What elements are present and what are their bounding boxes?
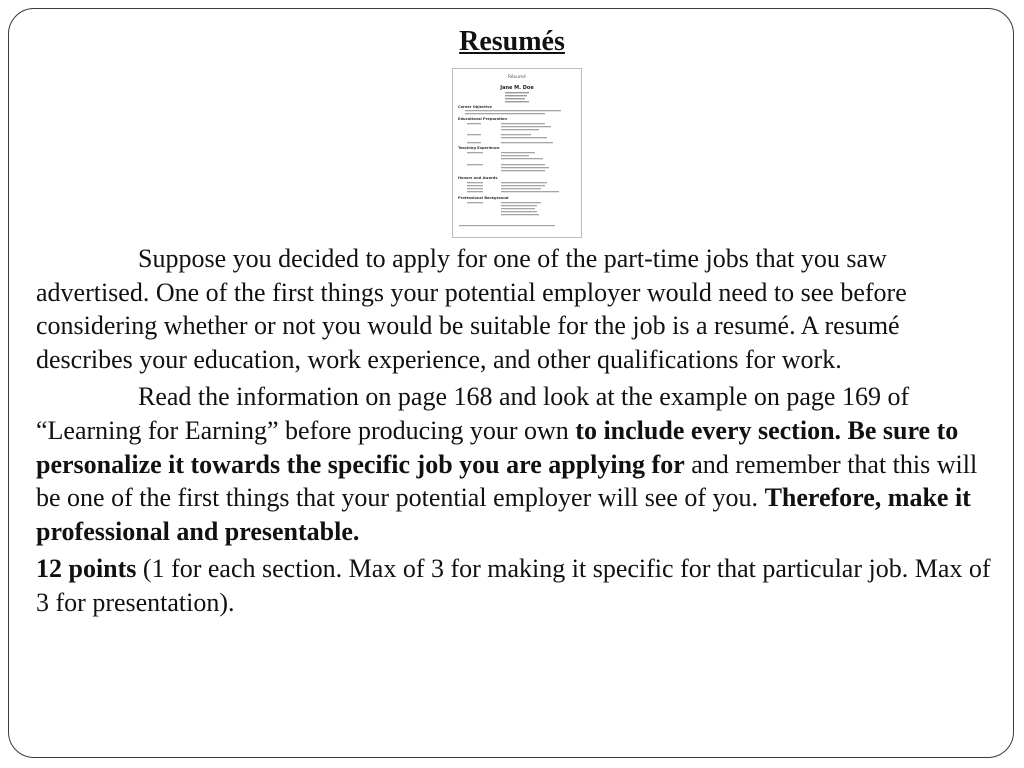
instructions-text-2: and remember that this will be one of the first things that your potential employer will see of you.	[36, 449, 978, 513]
paragraph-intro-text: Suppose you decided to apply for one of the part-time jobs that you saw advertised. One of the first things your potential employer would need to see before considering whether or not you would be suitable for the job is a resumé. A resumé describes your education, work experience, and other qualifications for work.	[36, 244, 907, 374]
paragraph-instructions	[36, 380, 991, 548]
slide-body	[36, 242, 991, 624]
instructions-bold-1: to include every section. Be sure to personalize it towards the specific job you are applying for	[36, 415, 959, 479]
paragraph-intro	[36, 242, 991, 376]
resume-thumb-name: Jane M. Doe	[500, 85, 534, 91]
resume-thumbnail-image	[452, 68, 582, 238]
points-bold: 12 points	[36, 554, 137, 584]
paragraph-points	[36, 552, 991, 619]
resume-thumb-section-3: Teaching Experience	[458, 146, 500, 150]
resume-thumb-section-5: Professional Background	[458, 196, 509, 200]
resume-thumb-section-2: Educational Preparation	[458, 117, 508, 121]
instructions-text-1: Read the information on page 168 and look at the example on page 169 of “Learning for Earning” before producing your own	[36, 382, 910, 445]
resume-thumb-heading: Résumé	[507, 75, 527, 80]
resume-thumb-section-4: Honors and Awards	[458, 176, 498, 180]
instructions-bold-2: Therefore, make it professional and presentable.	[36, 483, 971, 546]
resume-thumb-section-1: Career Objective	[458, 105, 492, 109]
points-text: (1 for each section. Max of 3 for making it specific for that particular job. Max of 3 for presentation).	[36, 554, 991, 617]
slide-title: Resumés	[459, 26, 565, 57]
